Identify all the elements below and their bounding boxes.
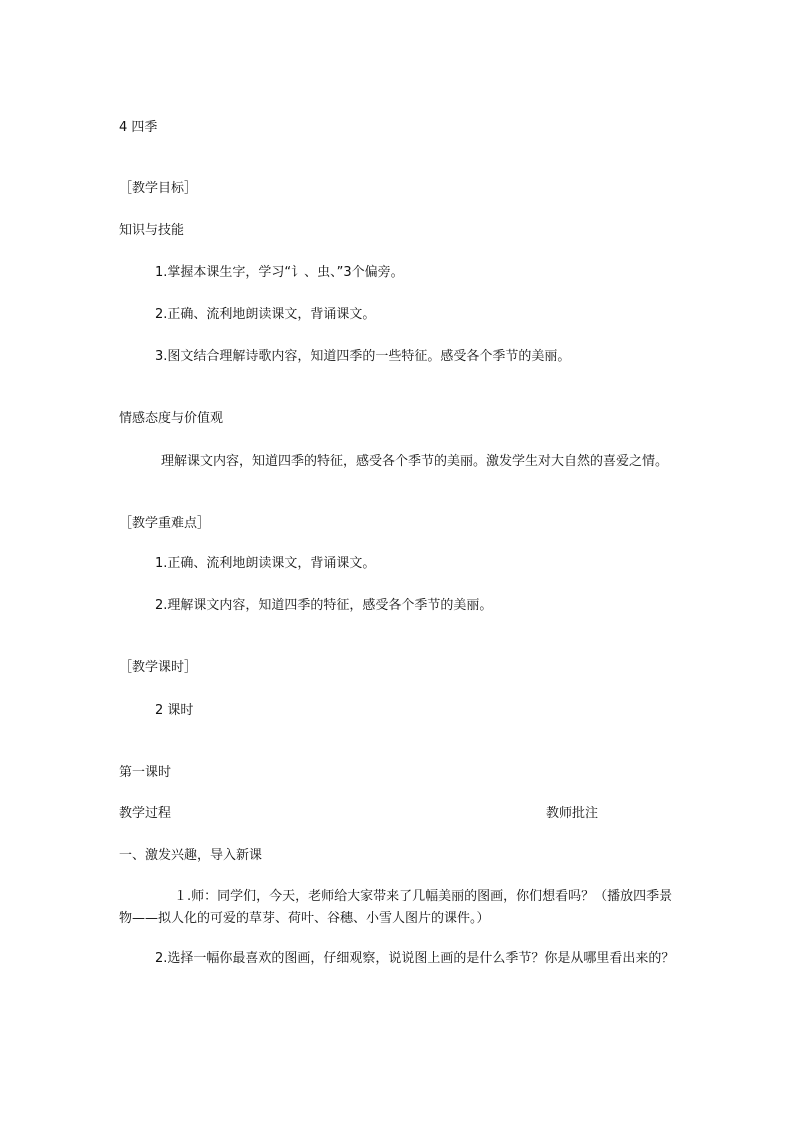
step-one-paragraph: １.师：同学们，今天，老师给大家带来了几幅美丽的图画，你们想看吗？（播放四季景物——拟人化的可爱的草芽、荷叶、谷穗、小雪人图片的课件。） bbox=[119, 889, 673, 926]
periods-heading: ［教学课时］ bbox=[119, 660, 198, 675]
knowledge-item: 2.正确、流利地朗读课文，背诵课文。 bbox=[155, 307, 376, 322]
key-points-heading: ［教学重难点］ bbox=[119, 516, 211, 531]
periods-value: 2 课时 bbox=[155, 703, 194, 718]
emotion-heading: 情感态度与价值观 bbox=[119, 411, 224, 426]
step-two-paragraph: 2.选择一幅你最喜欢的图画，仔细观察，说说图上画的是什么季节？你是从哪里看出来的？ bbox=[155, 951, 675, 966]
knowledge-item: 1.掌握本课生字，学习“讠、虫、”3个偏旁。 bbox=[155, 265, 404, 280]
key-point-item: 1.正确、流利地朗读课文，背诵课文。 bbox=[155, 556, 376, 571]
first-period-label: 第一课时 bbox=[119, 765, 172, 780]
teaching-process-label: 教学过程 bbox=[119, 806, 172, 821]
key-point-item: 2.理解课文内容，知道四季的特征，感受各个季节的美丽。 bbox=[155, 598, 493, 613]
knowledge-item: 3.图文结合理解诗歌内容，知道四季的一些特征。感受各个季节的美丽。 bbox=[155, 349, 571, 364]
section-one-heading: 一、激发兴趣，导入新课 bbox=[119, 848, 263, 863]
objectives-heading: ［教学目标］ bbox=[119, 181, 198, 196]
lesson-title: 4 四季 bbox=[119, 120, 158, 135]
emotion-paragraph: 理解课文内容，知道四季的特征，感受各个季节的美丽。激发学生对大自然的喜爱之情。 bbox=[161, 454, 669, 469]
knowledge-heading: 知识与技能 bbox=[119, 223, 185, 238]
teacher-notes-label: 教师批注 bbox=[546, 806, 599, 821]
